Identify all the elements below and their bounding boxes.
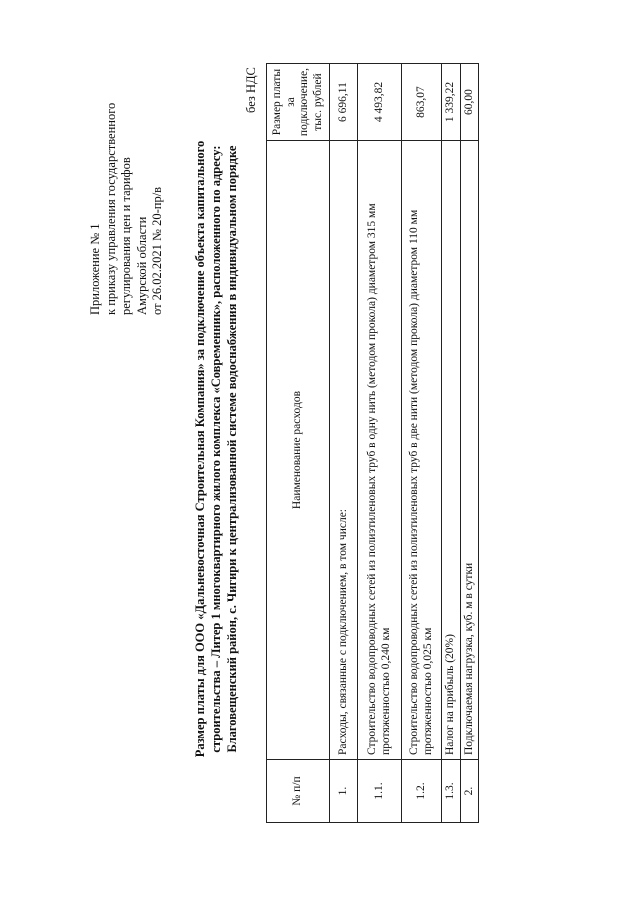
table-row: [442, 64, 461, 823]
appendix-line: регулирования цен и тарифов: [119, 157, 133, 315]
title-line: строительства – Литер 1 многоквартирного жилого комплекса «Современник», расположенного по адресу:: [209, 145, 223, 753]
appendix-line: от 26.02.2021 № 20-пр/в: [150, 186, 164, 315]
row-num: 1.2.: [402, 760, 442, 823]
title-line: Благовещенский район, с. Чигири к централизованной системе водоснабжения в индивидуальном порядке: [225, 145, 239, 753]
row-value: 60,00: [460, 64, 479, 141]
document-title: [192, 53, 240, 845]
header-name: Наименование расходов: [267, 141, 330, 760]
row-value: 6 696,11: [330, 64, 358, 141]
appendix-line: к приказу управления государственного: [103, 102, 118, 315]
table-row: [330, 64, 358, 823]
row-num: 1.: [330, 760, 358, 823]
title-line: Размер платы для ООО «Дальневосточная Строительная Компания» за подключение объекта капитального: [193, 140, 207, 758]
row-name: Налог на прибыль (20%): [442, 141, 461, 760]
row-name: Расходы, связанные с подключением, в том числе:: [330, 141, 358, 760]
header-value: Размер платы за подключение, тыс. рублей: [267, 64, 330, 141]
table-header-row: [267, 64, 330, 823]
table-row: [358, 64, 402, 823]
appendix-line: Амурской области: [134, 216, 149, 315]
row-num: 1.3.: [442, 760, 461, 823]
vat-note: без НДС: [244, 67, 258, 113]
cost-table: [266, 63, 479, 823]
row-value: 863,07: [402, 64, 442, 141]
row-num: 1.1.: [358, 760, 402, 823]
appendix-line: Приложение № 1: [88, 223, 102, 315]
row-name: Строительство водопроводных сетей из полиэтиленовых труб в одну нить (методом прокола) диаметром 315 мм протяженностью 0,240 км: [358, 141, 402, 760]
table-row: [402, 64, 442, 823]
appendix-block: [88, 103, 166, 315]
row-num: 2.: [460, 760, 479, 823]
table-row: [460, 64, 479, 823]
row-name: Подключаемая нагрузка, куб. м в сутки: [460, 141, 479, 760]
row-value: 1 339,22: [442, 64, 461, 141]
row-name: Строительство водопроводных сетей из полиэтиленовых труб в две нити (методом прокола) диаметром 110 мм протяженностью 0,025 км: [402, 141, 442, 760]
header-num: № п/п: [267, 760, 330, 823]
row-value: 4 493,82: [358, 64, 402, 141]
